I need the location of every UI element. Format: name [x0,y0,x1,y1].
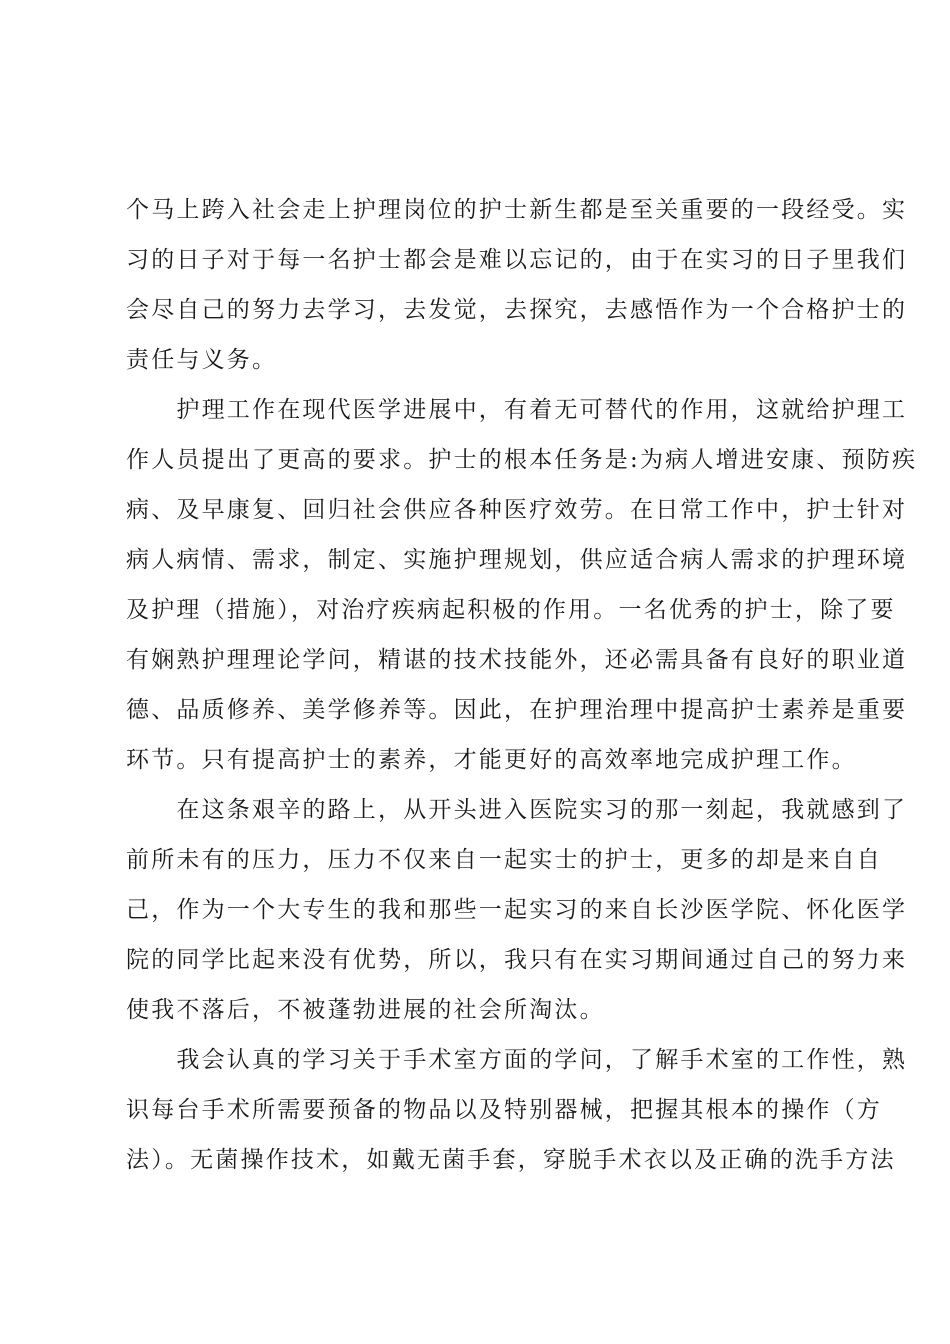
text-line: 作人员提出了更高的要求。护士的根本任务是:为病人增进安康、预防疾 [126,447,918,473]
text-line: 病、及早康复、回归社会供应各种医疗效劳。在日常工作中，护士针对 [126,497,908,523]
text-line: 己，作为一个大专生的我和那些一起实习的来自长沙医学院、怀化医学 [126,897,908,923]
text-line: 院的同学比起来没有优势，所以，我只有在实习期间通过自己的努力来 [126,947,908,973]
text-line: 病人病情、需求，制定、实施护理规划，供应适合病人需求的护理环境 [126,547,908,573]
text-line: 德、品质修养、美学修养等。因此，在护理治理中提高护士素养是重要 [126,697,908,723]
text-line: 及护理（措施），对治疗疾病起积极的作用。一名优秀的护士，除了要 [126,597,896,623]
text-line: 责任与义务。 [126,347,278,373]
text-line: 在这条艰辛的路上，从开头进入医院实习的那一刻起，我就感到了 [126,797,908,823]
paragraph-2 [126,385,918,785]
text-line: 环节。只有提高护士的素养，才能更好的高效率地完成护理工作。 [126,747,857,773]
text-line: 有娴熟护理理论学问，精谌的技术技能外，还必需具备有良好的职业道 [126,647,908,673]
text-line: 会尽自己的努力去学习，去发觉，去探究，去感悟作为一个合格护士的 [126,297,908,323]
text-line: 我会认真的学习关于手术室方面的学问，了解手术室的工作性，熟 [126,1047,908,1073]
text-line: 护理工作在现代医学进展中，有着无可替代的作用，这就给护理工 [126,397,908,423]
document-body [126,185,918,1185]
text-line: 法）。无菌操作技术，如戴无菌手套，穿脱手术衣以及正确的洗手方法 [126,1147,896,1173]
text-line: 前所未有的压力，压力不仅来自一起实士的护士，更多的却是来自自 [126,847,882,873]
paragraph-4 [126,1035,908,1185]
paragraph-1 [126,185,908,385]
paragraph-3 [126,785,908,1035]
text-line: 个马上跨入社会走上护理岗位的护士新生都是至关重要的一段经受。实 [126,197,908,223]
text-line: 识每台手术所需要预备的物品以及特别器械，把握其根本的操作（方 [126,1097,882,1123]
text-line: 习的日子对于每一名护士都会是难以忘记的，由于在实习的日子里我们 [126,247,908,273]
text-line: 使我不落后，不被蓬勃进展的社会所淘汰。 [126,997,605,1023]
